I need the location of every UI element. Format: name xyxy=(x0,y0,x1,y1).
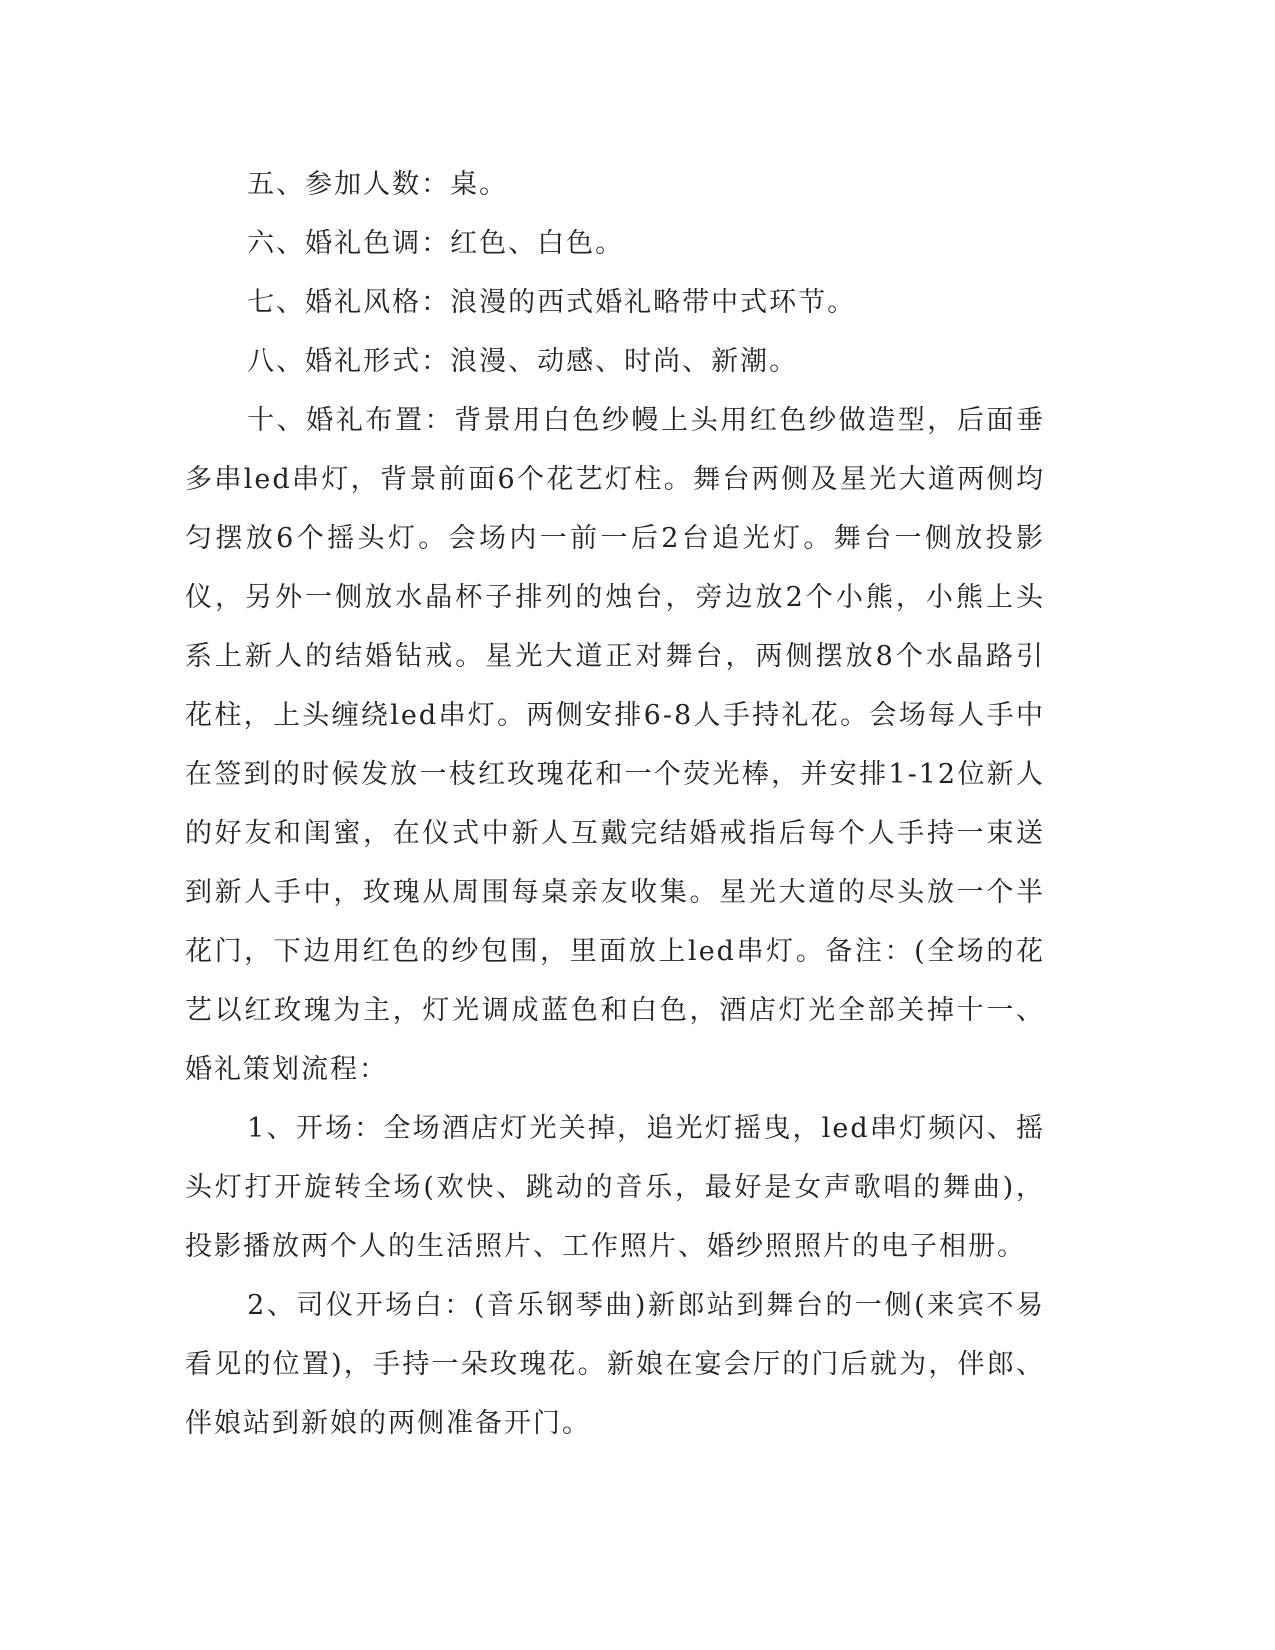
paragraph-color-scheme: 六、婚礼色调：红色、白色。 xyxy=(247,228,625,259)
paragraph-attendance: 五、参加人数：桌。 xyxy=(247,169,509,200)
paragraph-opening: 1、开场：全场酒店灯光关掉，追光灯摇曳，led串灯频闪、摇头灯打开旋转全场(欢快、跳动的音乐，最好是女声歌唱的舞曲)，投影播放两个人的生活照片、工作照片、婚纱照照片的电子相册。 xyxy=(185,1113,1045,1262)
paragraph-host-opening: 2、司仪开场白：(音乐钢琴曲)新郎站到舞台的一侧(来宾不易看见的位置)，手持一朵玫瑰花。新娘在宴会厅的门后就为，伴郎、伴娘站到新娘的两侧准备开门。 xyxy=(185,1290,1045,1439)
document-body xyxy=(185,155,1045,1453)
paragraph-decoration: 十、婚礼布置：背景用白色纱幔上头用红色纱做造型，后面垂多串led串灯，背景前面6个花艺灯柱。舞台两侧及星光大道两侧均匀摆放6个摇头灯。会场内一前一后2台追光灯。舞台一侧放投影仪，另外一侧放水晶杯子排列的烛台，旁边放2个小熊，小熊上头系上新人的结婚钻戒。星光大道正对舞台，两侧摆放8个水晶路引花柱，上头缠绕led串灯。两侧安排6-8人手持礼花。会场每人手中在签到的时候发放一枝红玫瑰花和一个荧光棒，并安排1-12位新人的好友和闺蜜，在仪式中新人互戴完结婚戒指后每个人手持一束送到新人手中，玫瑰从周围每桌亲友收集。星光大道的尽头放一个半花门，下边用红色的纱包围，里面放上led串灯。备注：(全场的花艺以红玫瑰为主，灯光调成蓝色和白色，酒店灯光全部关掉十一、婚礼策划流程： xyxy=(185,405,1045,1085)
paragraph-wedding-form: 八、婚礼形式：浪漫、动感、时尚、新潮。 xyxy=(247,346,799,377)
paragraph-wedding-style: 七、婚礼风格：浪漫的西式婚礼略带中式环节。 xyxy=(247,287,857,318)
